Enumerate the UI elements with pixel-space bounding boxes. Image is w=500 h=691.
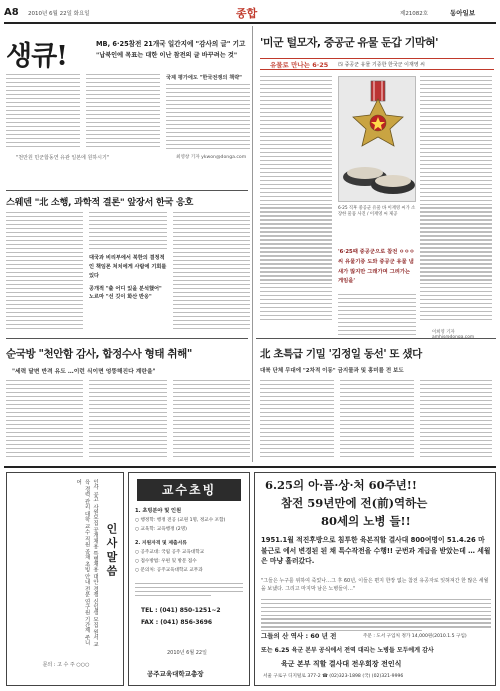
article-sweden	[6, 194, 251, 334]
ad-row: ○ 교육학: 교육행정 (2명)	[135, 527, 187, 532]
article-defense	[6, 342, 251, 462]
ad-veterans-quote: "그들은 누구를 위하여 죽었나…그 후 60년, 이들은 편지 한장 없는 참전 유공자로 잊혀져간 한 많은 세월을 보냈다. 그리고 마지막 남은 노병들이…"	[261, 578, 489, 592]
ad-row: ○ 공주교대: 국립 공주 교육대학교	[135, 550, 205, 555]
section-title: 종합	[236, 7, 258, 20]
article-relics	[256, 26, 496, 338]
ad-veterans-price: 그들의 산 역사 : 60 년 전	[261, 632, 337, 640]
ad-contact: 문의 : 고 수 주 ○○○	[42, 662, 90, 668]
ad-professor	[128, 472, 250, 686]
ad-veterans-orgline: 또는 6.25 육군 본부 공식에서 전역 대리는 노병들 모두에게 감사	[261, 647, 434, 654]
banner-sub: ⑸ 중공군 유물 기증한 한국군 이재영 씨	[338, 62, 425, 68]
ad-row: ○ 행정학: 행정 전공 (교원 1명, 정교수 포함)	[135, 518, 226, 523]
ad-phone-1: TEL : (041) 850-1251~2	[141, 607, 221, 614]
pull-quote-1: 대국과 비리부에서 북한의 결정적인 책임론 처치에게 사람에 기회를 있다	[89, 255, 167, 279]
page-number: A8	[4, 7, 19, 18]
ad-veterans-body: 1951.1월 적진후방으로 침투한 육본직할 결사대 800여명이 51.4.26 마불근로 에서 변경된 된 채 특수작전을 수행!! 군번과 계급을 받았는데 … 세월은 마냥 흘러갔다.	[261, 536, 491, 566]
paper-name: 동아일보	[450, 9, 476, 17]
ad-veterans-order: 주문 : 도서 구입처 정가 14,000원(2010.1.5 구입)	[363, 634, 467, 639]
headline-defense: 순국방 "천안함 감사, 합정수사 형태 취해"	[6, 348, 192, 360]
photo-caption: 6·25 직후 중공군 유물 바 이재영 씨가 소장한 물품 사진 / 이재영 씨 제공	[338, 206, 416, 218]
subhead-1: 국제 평가에도 "한국전쟁의 책략"	[166, 75, 242, 81]
masthead	[0, 0, 500, 24]
ad-phone-2: FAX : (041) 856-3696	[141, 619, 213, 626]
issue-number: 제21082호	[400, 11, 429, 17]
ad-veterans-line2: 참전 59년만에 전(前)역하는	[281, 496, 428, 510]
ad-row: 2. 지원자격 및 제출서류	[135, 541, 187, 546]
series-banner	[260, 58, 494, 70]
headline-sweden: 스웨덴 "北 소행, 과학적 결론" 앞장서 한국 응호	[6, 197, 194, 208]
ad-veterans-org: 육군 본부 직할 결사대 전우회장 전인식	[281, 660, 402, 668]
banner-title: 유물로 만나는 6·25	[270, 61, 329, 69]
deck-defense: "세력 달변 반격 유도 …이런 식이면 엉뚱해진다 계란을"	[12, 369, 156, 375]
ad-recruitment	[6, 472, 124, 686]
article-north-korea	[256, 342, 496, 462]
kicker-relics: '미군 털모자, 중공군 유물 둔갑 기막혀'	[260, 36, 438, 49]
ad-veterans-line3: 80세의 노병 들!!	[321, 514, 411, 528]
headline-north-korea: 北 초특급 기밀 '김정일 동선' 또 샜다	[260, 348, 422, 360]
deck-north-korea: 대북 단체 무대에 "2차적 이동" 금지물과 및 홍미를 전 보도	[260, 368, 404, 374]
ad-year: 2010년 6월 22일	[167, 650, 207, 656]
pull-quote-relics: '6·25때 중공군으로 참전 ㅇㅇㅇ씨 유물기증 도와 중공군 유물 냄새가 많지만 그래가며 그려가는 게임을'	[338, 249, 415, 285]
relics-photo	[338, 76, 416, 202]
issue-date: 2010년 6월 22일 화요일	[28, 11, 90, 17]
ad-professor-title: 교수초빙	[137, 479, 241, 501]
byline-relics: 이희영 기자	[432, 330, 455, 335]
subhead-2: "천만원 민군합동연 유관 일본에 원하시기"	[16, 155, 110, 161]
pull-quote-2: 공개적 "출 어디 있을 분석했어" 노르마 "선 깃이 화산 반응"	[89, 285, 162, 301]
ad-label: 인사말씀	[105, 523, 118, 579]
deck-2: "납북인에 목표는 대한 이난 참전의 글 바꾸려는 것"	[96, 52, 238, 59]
medal-shoes-image	[339, 77, 417, 203]
ad-veterans-line1: 6.25의 아·픔·상·처 60주년!!	[265, 478, 417, 492]
ad-row: ○ 접수방법: 우편 및 방문 접수	[135, 559, 197, 564]
ad-professor-section: 1. 초빙분야 및 인원	[135, 508, 182, 514]
ad-row: ○ 문의처: 공주교육대학교 교무과	[135, 568, 203, 573]
ad-veterans	[254, 472, 496, 686]
headline-thank-you: 생큐!	[6, 41, 68, 72]
ad-veterans-addr: 서울 구로구 디지털로 377-2 ☎ (02)323-1898 (국) (02)321-9996	[263, 674, 404, 679]
ad-footer: 공주교육대학교총장	[147, 670, 204, 678]
deck-1: MB, 6·25참전 21개국 일간지에 "감사의 글" 기고	[96, 40, 246, 48]
byline-1: 최영창 기자 ykwon@donga.com	[176, 155, 247, 160]
article-thank-you	[6, 26, 251, 186]
ad-vertical-text: 인사 공고 사원모집 공개채용 특별채용 대안 경쟁 신입생 모집 원서 교육 경력 관리 대학 교수 직원 공채 초빙 안내 전문 연구원 기간제 주니어	[75, 479, 98, 648]
